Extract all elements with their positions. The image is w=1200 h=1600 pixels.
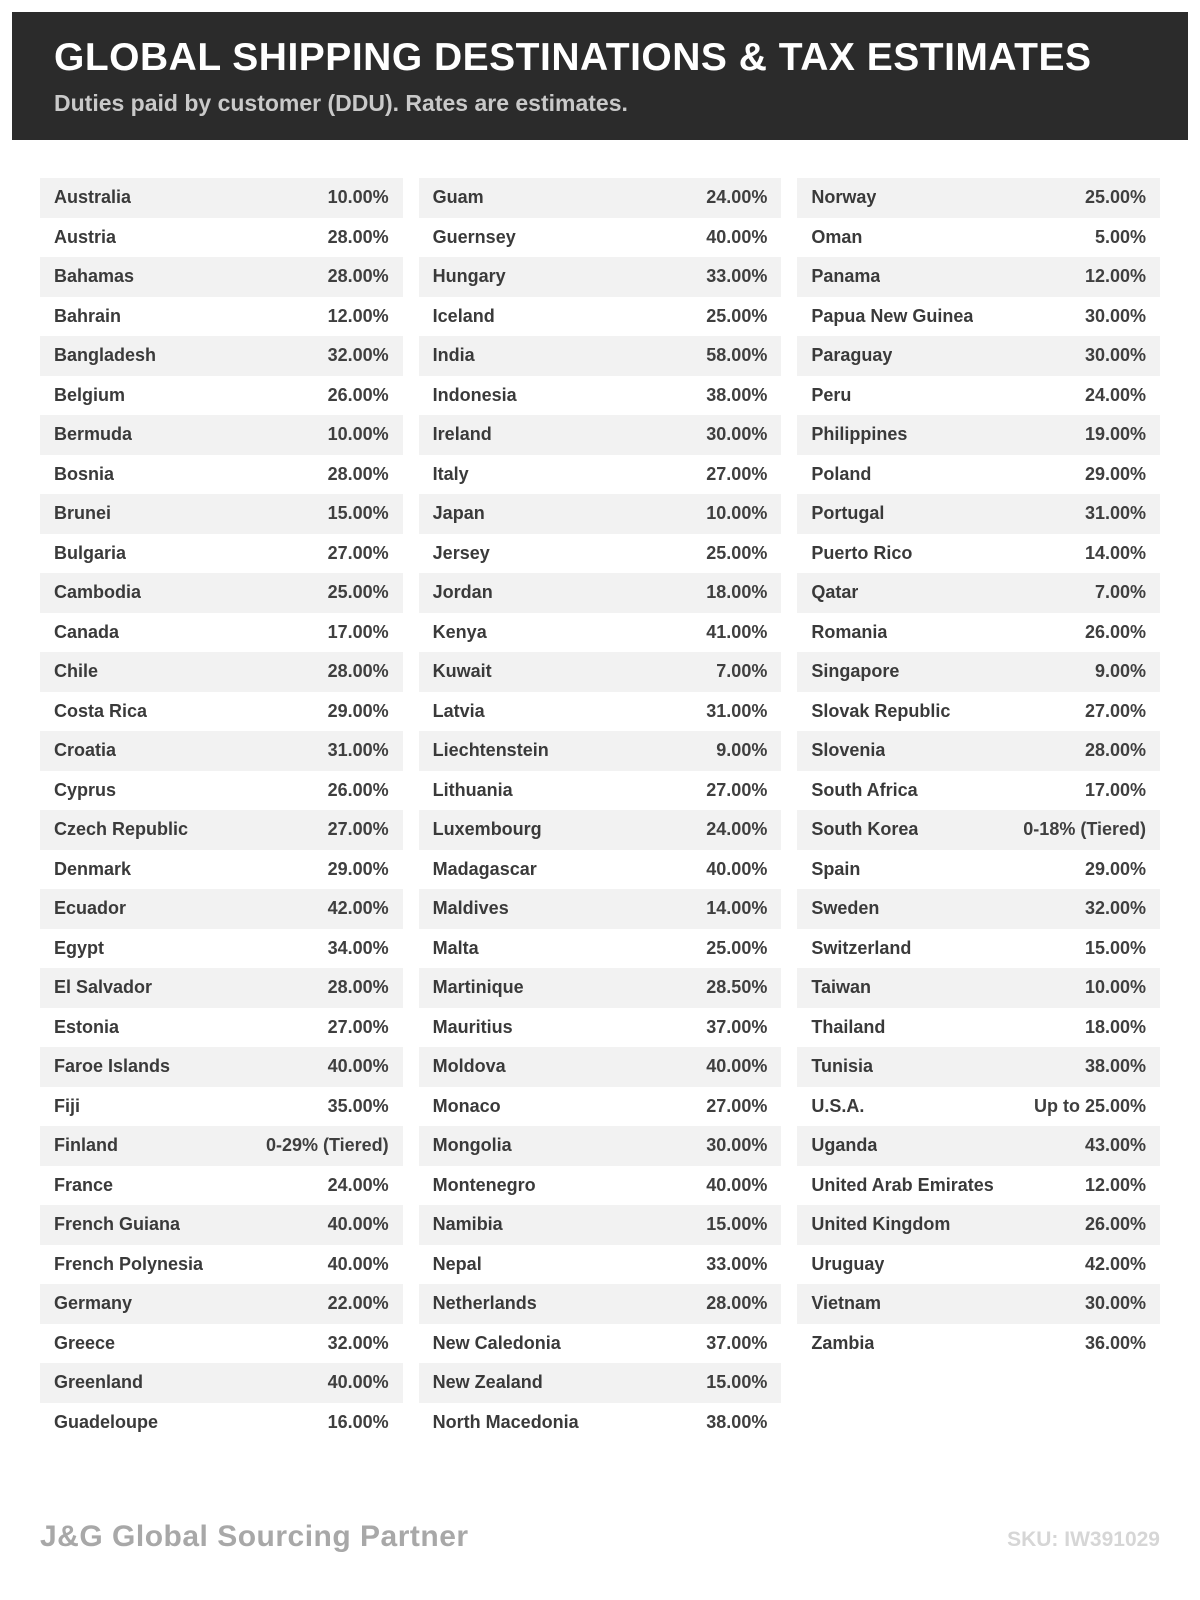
table-row [419, 929, 782, 969]
country-label: Bahrain [54, 305, 122, 326]
rate-value: 28.50% [706, 977, 768, 998]
rate-value: 24.00% [706, 819, 768, 840]
country-label: North Macedonia [432, 1411, 579, 1432]
rate-value: 16.00% [327, 1411, 389, 1432]
rates-column-3 [797, 178, 1160, 1363]
rate-value: 14.00% [706, 898, 768, 919]
country-label: Liechtenstein [432, 740, 549, 761]
table-row [797, 297, 1160, 337]
table-row [419, 1205, 782, 1245]
country-label: Brunei [54, 503, 112, 524]
table-row [40, 1284, 403, 1324]
rate-value: 27.00% [706, 1095, 768, 1116]
country-label: Czech Republic [54, 819, 189, 840]
table-row [797, 731, 1160, 771]
table-row [419, 336, 782, 376]
rate-value: 10.00% [327, 424, 389, 445]
table-row [419, 1324, 782, 1364]
country-label: Netherlands [432, 1293, 537, 1314]
rate-value: Up to 25.00% [1033, 1095, 1147, 1116]
rate-value: 19.00% [1084, 424, 1147, 445]
country-label: Sweden [811, 898, 880, 919]
table-row [40, 415, 403, 455]
table-row [419, 1047, 782, 1087]
country-label: Cyprus [54, 779, 117, 800]
country-label: Jordan [432, 582, 493, 603]
table-row [40, 889, 403, 929]
country-label: Martinique [432, 977, 524, 998]
rate-value: 40.00% [327, 1253, 389, 1274]
country-label: Nepal [432, 1253, 482, 1274]
country-label: Luxembourg [432, 819, 542, 840]
country-label: Thailand [811, 1016, 886, 1037]
country-label: Fiji [54, 1095, 80, 1116]
rate-value: 24.00% [327, 1174, 389, 1195]
table-row [40, 850, 403, 890]
rate-value: 15.00% [1084, 937, 1147, 958]
country-label: Mongolia [432, 1135, 512, 1156]
table-row [40, 534, 403, 574]
table-row [797, 455, 1160, 495]
table-row [40, 613, 403, 653]
rate-value: 32.00% [327, 345, 389, 366]
rate-value: 26.00% [327, 779, 389, 800]
rate-value: 7.00% [1094, 582, 1147, 603]
table-row [40, 1205, 403, 1245]
rate-value: 38.00% [706, 1411, 768, 1432]
table-row [797, 1008, 1160, 1048]
country-label: Cambodia [54, 582, 142, 603]
table-row [419, 1363, 782, 1403]
table-row [419, 257, 782, 297]
table-row [419, 1245, 782, 1285]
country-label: Estonia [54, 1016, 120, 1037]
table-row [797, 613, 1160, 653]
country-label: Germany [54, 1293, 133, 1314]
country-label: Montenegro [432, 1174, 536, 1195]
table-row [419, 218, 782, 258]
rate-value: 15.00% [706, 1214, 768, 1235]
rate-value: 30.00% [706, 1135, 768, 1156]
country-label: U.S.A. [811, 1095, 865, 1116]
country-label: Chile [54, 661, 99, 682]
rate-value: 28.00% [327, 977, 389, 998]
country-label: Latvia [432, 700, 485, 721]
table-row [40, 257, 403, 297]
rate-value: 33.00% [706, 1253, 768, 1274]
table-row [419, 968, 782, 1008]
table-row [797, 968, 1160, 1008]
table-row [40, 810, 403, 850]
country-label: Zambia [811, 1332, 875, 1353]
table-row [797, 850, 1160, 890]
country-label: South Korea [811, 819, 919, 840]
table-row [419, 1166, 782, 1206]
country-label: Japan [432, 503, 485, 524]
rate-value: 25.00% [706, 937, 768, 958]
rate-value: 24.00% [1084, 384, 1147, 405]
rate-value: 26.00% [1084, 1214, 1147, 1235]
sku-label: SKU: IW391029 [1007, 1528, 1160, 1551]
rate-value: 42.00% [1084, 1253, 1147, 1274]
country-label: Greenland [54, 1372, 144, 1393]
table-row [419, 1126, 782, 1166]
country-label: Hungary [432, 266, 506, 287]
country-label: Costa Rica [54, 700, 148, 721]
country-label: Jersey [432, 542, 490, 563]
table-row [797, 1087, 1160, 1127]
rate-value: 28.00% [1084, 740, 1147, 761]
table-row [797, 415, 1160, 455]
rate-value: 27.00% [1084, 700, 1147, 721]
country-label: Ecuador [54, 898, 127, 919]
rate-value: 30.00% [1084, 345, 1147, 366]
rate-value: 28.00% [327, 661, 389, 682]
country-label: Bulgaria [54, 542, 127, 563]
table-row [797, 1047, 1160, 1087]
rate-value: 32.00% [327, 1332, 389, 1353]
rate-value: 28.00% [327, 226, 389, 247]
table-row [40, 1324, 403, 1364]
country-label: Portugal [811, 503, 885, 524]
page-subtitle: Duties paid by customer (DDU). Rates are estimates. [54, 89, 628, 116]
country-label: United Kingdom [811, 1214, 951, 1235]
country-label: Uruguay [811, 1253, 885, 1274]
country-label: Taiwan [811, 977, 872, 998]
country-label: Kenya [432, 621, 487, 642]
table-row [797, 810, 1160, 850]
rate-value: 58.00% [706, 345, 768, 366]
rate-value: 30.00% [1084, 305, 1147, 326]
rates-column-1 [40, 178, 403, 1442]
rate-value: 42.00% [327, 898, 389, 919]
table-row [40, 336, 403, 376]
rate-value: 38.00% [1084, 1056, 1147, 1077]
table-row [40, 376, 403, 416]
rate-value: 18.00% [706, 582, 768, 603]
rate-value: 40.00% [706, 226, 768, 247]
table-row [419, 455, 782, 495]
country-label: Papua New Guinea [811, 305, 974, 326]
table-row [797, 1245, 1160, 1285]
page-footer [40, 1520, 1160, 1554]
country-label: Guam [432, 187, 484, 208]
table-row [419, 297, 782, 337]
rate-value: 26.00% [1084, 621, 1147, 642]
country-label: El Salvador [54, 977, 153, 998]
rate-value: 5.00% [1094, 226, 1147, 247]
country-label: Bahamas [54, 266, 135, 287]
country-label: Canada [54, 621, 120, 642]
table-row [419, 573, 782, 613]
table-row [797, 376, 1160, 416]
table-row [40, 1403, 403, 1443]
table-row [419, 1087, 782, 1127]
country-label: Monaco [432, 1095, 501, 1116]
table-row [40, 1126, 403, 1166]
table-row [40, 297, 403, 337]
table-row [40, 692, 403, 732]
rate-value: 37.00% [706, 1016, 768, 1037]
rate-value: 40.00% [706, 1174, 768, 1195]
table-row [419, 1284, 782, 1324]
rate-value: 31.00% [327, 740, 389, 761]
rate-value: 25.00% [706, 305, 768, 326]
rate-value: 36.00% [1084, 1332, 1147, 1353]
country-label: Malta [432, 937, 479, 958]
country-label: Philippines [811, 424, 908, 445]
table-row [40, 494, 403, 534]
rate-value: 27.00% [327, 819, 389, 840]
rate-value: 27.00% [706, 463, 768, 484]
rate-value: 10.00% [1084, 977, 1147, 998]
country-label: Kuwait [432, 661, 492, 682]
country-label: French Polynesia [54, 1253, 204, 1274]
country-label: Panama [811, 266, 881, 287]
country-label: Moldova [432, 1056, 506, 1077]
table-row [797, 771, 1160, 811]
country-label: Oman [811, 226, 863, 247]
rate-value: 32.00% [1084, 898, 1147, 919]
country-label: Guernsey [432, 226, 516, 247]
brand-label: J&G Global Sourcing Partner [40, 1520, 469, 1553]
table-row [419, 178, 782, 218]
rate-value: 15.00% [706, 1372, 768, 1393]
table-row [40, 652, 403, 692]
table-row [419, 1403, 782, 1443]
country-label: Egypt [54, 937, 105, 958]
table-row [797, 692, 1160, 732]
table-row [797, 889, 1160, 929]
country-label: Iceland [432, 305, 495, 326]
table-row [419, 376, 782, 416]
country-label: Bosnia [54, 463, 115, 484]
page-header [12, 12, 1188, 140]
table-row [419, 692, 782, 732]
rate-value: 34.00% [327, 937, 389, 958]
rate-value: 43.00% [1084, 1135, 1147, 1156]
country-label: Austria [54, 226, 117, 247]
rate-value: 28.00% [706, 1293, 768, 1314]
table-row [40, 1047, 403, 1087]
table-row [797, 257, 1160, 297]
table-row [40, 1245, 403, 1285]
country-label: Qatar [811, 582, 859, 603]
rate-value: 15.00% [327, 503, 389, 524]
country-label: Slovak Republic [811, 700, 951, 721]
table-row [797, 1284, 1160, 1324]
table-row [797, 929, 1160, 969]
rate-value: 28.00% [327, 266, 389, 287]
rate-value: 40.00% [327, 1056, 389, 1077]
table-row [419, 494, 782, 534]
country-label: Guadeloupe [54, 1411, 159, 1432]
rate-value: 30.00% [706, 424, 768, 445]
table-row [419, 415, 782, 455]
country-label: Greece [54, 1332, 116, 1353]
rate-value: 29.00% [327, 700, 389, 721]
rate-value: 22.00% [327, 1293, 389, 1314]
country-label: New Zealand [432, 1372, 543, 1393]
rate-value: 25.00% [1084, 187, 1147, 208]
table-row [797, 178, 1160, 218]
rate-value: 33.00% [706, 266, 768, 287]
table-row [40, 929, 403, 969]
table-row [40, 178, 403, 218]
rate-value: 25.00% [706, 542, 768, 563]
rate-value: 29.00% [1084, 463, 1147, 484]
country-label: South Africa [811, 779, 918, 800]
country-label: Vietnam [811, 1293, 882, 1314]
country-label: Belgium [54, 384, 126, 405]
table-row [419, 1008, 782, 1048]
table-row [419, 534, 782, 574]
table-row [797, 1324, 1160, 1364]
table-row [40, 968, 403, 1008]
table-row [40, 1008, 403, 1048]
rate-value: 26.00% [327, 384, 389, 405]
rate-value: 9.00% [716, 740, 768, 761]
rate-value: 12.00% [327, 305, 389, 326]
country-label: Puerto Rico [811, 542, 913, 563]
table-row [40, 573, 403, 613]
rate-value: 14.00% [1084, 542, 1147, 563]
table-row [797, 652, 1160, 692]
table-row [797, 218, 1160, 258]
rate-value: 12.00% [1084, 266, 1147, 287]
rate-value: 40.00% [327, 1372, 389, 1393]
table-row [40, 771, 403, 811]
rate-value: 40.00% [327, 1214, 389, 1235]
rate-value: 7.00% [716, 661, 768, 682]
country-label: Faroe Islands [54, 1056, 171, 1077]
country-label: Slovenia [811, 740, 886, 761]
rate-value: 18.00% [1084, 1016, 1147, 1037]
country-label: Romania [811, 621, 888, 642]
rate-value: 29.00% [327, 858, 389, 879]
rate-value: 41.00% [706, 621, 768, 642]
rate-value: 30.00% [1084, 1293, 1147, 1314]
country-label: Namibia [432, 1214, 503, 1235]
table-row [419, 850, 782, 890]
table-row [40, 1087, 403, 1127]
rate-value: 12.00% [1084, 1174, 1147, 1195]
country-label: Ireland [432, 424, 492, 445]
country-label: Australia [54, 187, 132, 208]
table-row [40, 731, 403, 771]
rate-value: 10.00% [706, 503, 768, 524]
country-label: Croatia [54, 740, 117, 761]
table-row [797, 1166, 1160, 1206]
table-row [797, 494, 1160, 534]
country-label: India [432, 345, 475, 366]
country-label: New Caledonia [432, 1332, 561, 1353]
country-label: Bermuda [54, 424, 133, 445]
table-row [797, 534, 1160, 574]
country-label: Denmark [54, 858, 132, 879]
rate-value: 27.00% [327, 542, 389, 563]
country-label: France [54, 1174, 114, 1195]
country-label: Peru [811, 384, 852, 405]
table-row [797, 336, 1160, 376]
rate-value: 40.00% [706, 1056, 768, 1077]
country-label: Indonesia [432, 384, 517, 405]
rate-value: 24.00% [706, 187, 768, 208]
table-row [40, 218, 403, 258]
table-row [797, 573, 1160, 613]
rate-value: 27.00% [327, 1016, 389, 1037]
table-row [40, 1363, 403, 1403]
rate-value: 35.00% [327, 1095, 389, 1116]
table-row [40, 1166, 403, 1206]
rate-value: 40.00% [706, 858, 768, 879]
country-label: Bangladesh [54, 345, 157, 366]
country-label: Singapore [811, 661, 900, 682]
table-row [419, 889, 782, 929]
rate-value: 17.00% [327, 621, 389, 642]
rate-value: 25.00% [327, 582, 389, 603]
country-label: Switzerland [811, 937, 912, 958]
country-label: Italy [432, 463, 469, 484]
country-label: Mauritius [432, 1016, 513, 1037]
rates-table [40, 178, 1160, 1442]
table-row [797, 1205, 1160, 1245]
table-row [40, 455, 403, 495]
rate-value: 9.00% [1094, 661, 1147, 682]
table-row [797, 1126, 1160, 1166]
rates-column-2 [419, 178, 782, 1442]
page-title: GLOBAL SHIPPING DESTINATIONS & TAX ESTIMATES [54, 35, 1092, 79]
table-row [419, 771, 782, 811]
rate-value: 37.00% [706, 1332, 768, 1353]
rate-value: 0-29% (Tiered) [265, 1135, 389, 1156]
rate-value: 27.00% [706, 779, 768, 800]
country-label: Spain [811, 858, 861, 879]
rate-value: 31.00% [706, 700, 768, 721]
country-label: Madagascar [432, 858, 537, 879]
country-label: Norway [811, 187, 877, 208]
country-label: Uganda [811, 1135, 878, 1156]
country-label: Lithuania [432, 779, 513, 800]
rate-value: 10.00% [327, 187, 389, 208]
country-label: Maldives [432, 898, 509, 919]
table-row [419, 731, 782, 771]
rate-value: 0-18% (Tiered) [1023, 819, 1147, 840]
table-row [419, 613, 782, 653]
rate-value: 31.00% [1084, 503, 1147, 524]
rate-value: 17.00% [1084, 779, 1147, 800]
rate-value: 29.00% [1084, 858, 1147, 879]
country-label: French Guiana [54, 1214, 181, 1235]
rate-value: 38.00% [706, 384, 768, 405]
country-label: Paraguay [811, 345, 893, 366]
country-label: United Arab Emirates [811, 1174, 994, 1195]
country-label: Finland [54, 1135, 118, 1156]
table-row [419, 810, 782, 850]
table-row [419, 652, 782, 692]
country-label: Tunisia [811, 1056, 874, 1077]
country-label: Poland [811, 463, 872, 484]
rate-value: 28.00% [327, 463, 389, 484]
